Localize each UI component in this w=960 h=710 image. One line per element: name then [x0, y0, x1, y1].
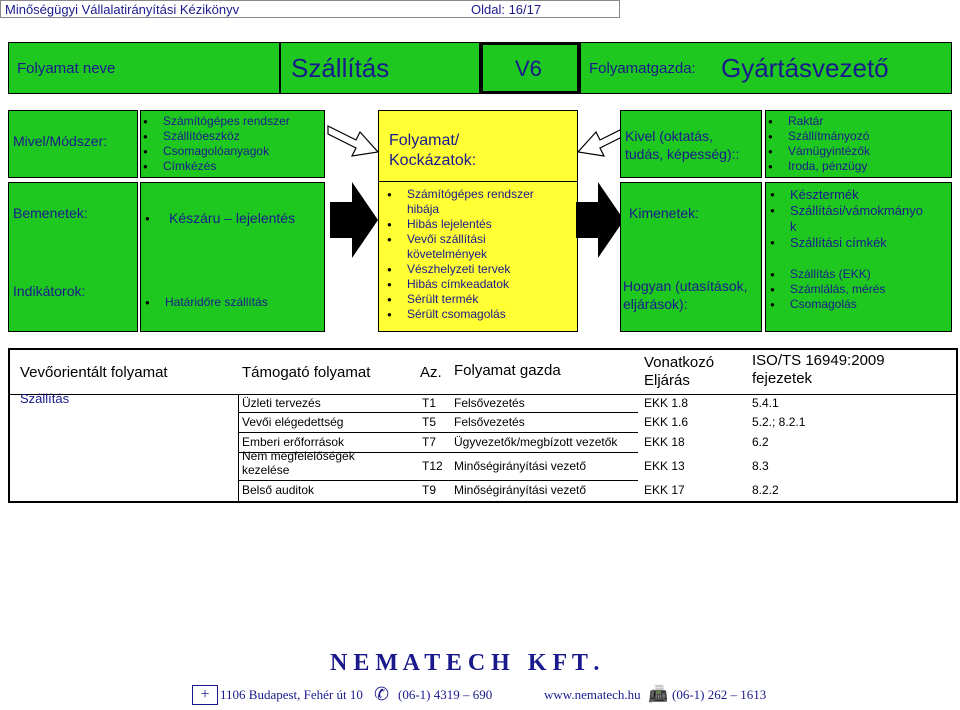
list-item: ● Iroda, pénzügy — [766, 159, 951, 174]
indicators-label: Indikátorok: — [13, 283, 86, 299]
list-item: ● Vészhelyzeti tervek — [385, 262, 565, 277]
outputs-list — [768, 187, 948, 251]
list-item: ● Határidőre szállítás — [143, 295, 268, 310]
instructions-list — [768, 267, 885, 312]
process-label: Folyamat/ Kockázatok: — [389, 132, 477, 169]
list-item: ● Csomagolás — [768, 297, 885, 312]
outputs-cell — [765, 182, 952, 332]
list-item: ● Szállítási címkék — [768, 235, 948, 251]
list-item: ● Raktár — [766, 114, 951, 129]
method-list-cell — [140, 110, 325, 178]
manual-title: Minőségügyi Vállalatirányítási Kézikönyv — [5, 2, 240, 17]
table-row: Emberi erőforrások T7 Ügyvezetők/megbízott vezetők EKK 18 6.2 — [242, 435, 769, 449]
arrow-right-icon — [574, 180, 626, 260]
process-name-label: Folyamat neve — [17, 60, 116, 77]
web: www.nematech.hu — [544, 687, 641, 702]
list-item: ● Késztermék — [768, 187, 948, 203]
phone: (06-1) 4319 – 690 — [398, 687, 493, 702]
owner-name: Gyártásvezető — [721, 53, 889, 83]
list-item: ● Szállítási/vámokmányo k — [768, 203, 948, 235]
header-owner: Folyamat gazda — [454, 362, 561, 379]
version: V6 — [515, 56, 542, 81]
list-item: ● Vevői szállítási követelmények — [385, 232, 565, 262]
support-table — [8, 348, 958, 503]
list-item: ● Számítógépes rendszer — [141, 114, 324, 129]
company-name: N E M A T E C H K F T . — [330, 650, 600, 676]
process-name-cell — [280, 42, 480, 94]
risk-list — [385, 187, 565, 322]
list-item: ● Sérült csomagolás — [385, 307, 565, 322]
competence-label-cell — [620, 110, 762, 178]
method-list — [141, 114, 324, 174]
competence-label: Kivel (oktatás, tudás, képesség):: — [625, 128, 740, 162]
inputs-label: Bemenetek: — [13, 205, 88, 221]
process-name-label-cell — [8, 42, 280, 94]
instructions-label: Hogyan (utasítások, eljárások): — [623, 278, 748, 312]
inputs-list — [143, 211, 295, 226]
process-name: Szállítás — [291, 53, 390, 83]
table-row: Belső auditok T9 Minőségirányítási vezető EKK 17 8.2.2 — [242, 483, 779, 497]
indicators-list — [143, 295, 268, 310]
customer-process-value: Szállítás — [20, 391, 70, 406]
list-item: ● Szállítóeszköz — [141, 129, 324, 144]
competence-list-cell — [765, 110, 952, 178]
inputs-label-cell — [8, 182, 138, 332]
list-item: ● Számlálás, mérés — [768, 282, 885, 297]
arrow-right-icon — [328, 180, 380, 260]
address: 1106 Budapest, Fehér út 10 — [220, 687, 363, 702]
competence-list — [766, 114, 951, 174]
list-item: ● Szállítás (EKK) — [768, 267, 885, 282]
top-bar — [0, 0, 620, 18]
list-item: ● Szállítmányozó — [766, 129, 951, 144]
list-item: ● Hibás címkeadatok — [385, 277, 565, 292]
list-item: ● Hibás lejelentés — [385, 217, 565, 232]
list-item: ● Számítógépes rendszer hibája — [385, 187, 565, 217]
outputs-label-cell — [620, 182, 762, 332]
table-row: Üzleti tervezés T1 Felsővezetés EKK 1.8 5.4.1 — [242, 396, 779, 410]
list-item: ● Címkézés — [141, 159, 324, 174]
table-row: Vevői elégedettség T5 Felsővezetés EKK 1.6 5.2.; 8.2.1 — [242, 415, 806, 429]
header-id: Az. — [420, 364, 442, 381]
fax: (06-1) 262 – 1613 — [672, 687, 767, 702]
owner-cell — [580, 42, 952, 94]
fax-icon: 📠 — [648, 686, 668, 703]
page-label: Oldal: 16/17 — [471, 2, 542, 17]
header-procedure: Vonatkozó Eljárás — [644, 354, 715, 389]
header-support-process: Támogató folyamat — [242, 364, 371, 381]
footer-contact — [190, 684, 770, 706]
phone-icon: ✆ — [374, 684, 390, 704]
list-item: ● Vámügyintézők — [766, 144, 951, 159]
process-box — [378, 110, 578, 332]
list-item: ● Készáru – lejelentés — [143, 211, 295, 226]
header-iso: ISO/TS 16949:2009 fejezetek — [752, 352, 885, 387]
outputs-label: Kimenetek: — [629, 205, 700, 221]
list-item: ● Sérült termék — [385, 292, 565, 307]
arrow-down-right-icon — [326, 118, 382, 160]
method-label-cell — [8, 110, 138, 178]
inputs-cell — [140, 182, 325, 332]
table-row: Nem megfelelőségek kezelése T12 Minőségirányítási vezető EKK 13 8.3 — [242, 449, 769, 477]
version-cell — [480, 42, 580, 94]
list-item: ● Csomagolóanyagok — [141, 144, 324, 159]
method-label: Mivel/Módszer: — [13, 133, 108, 149]
owner-label: Folyamatgazda: — [589, 60, 696, 77]
header-customer-process: Vevőorientált folyamat — [20, 364, 168, 381]
address-icon: + — [192, 685, 218, 705]
